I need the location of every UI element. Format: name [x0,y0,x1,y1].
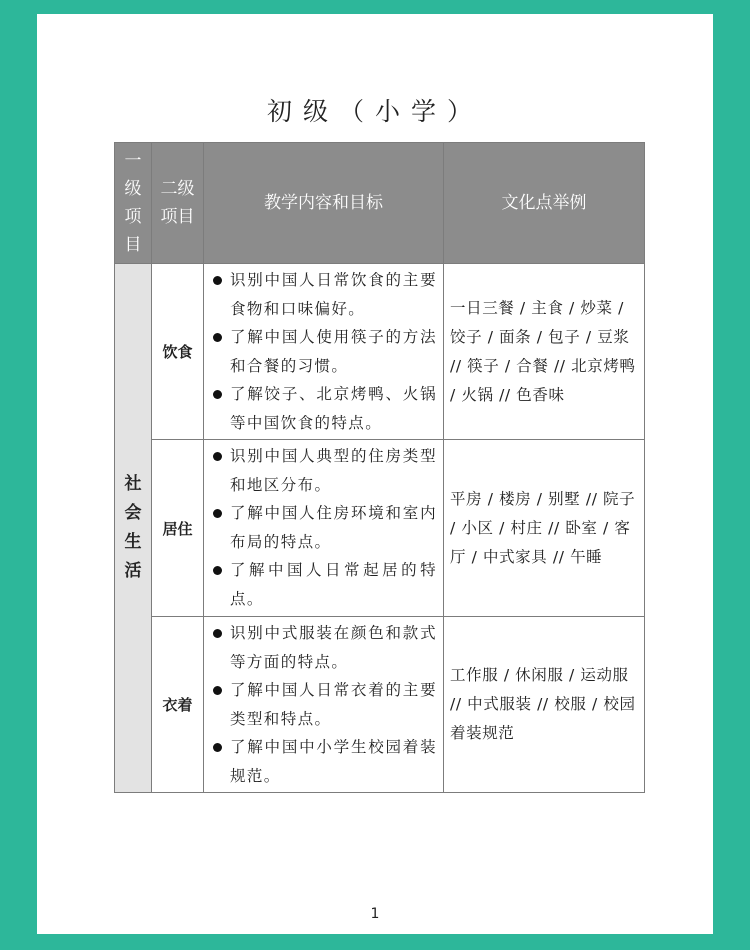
goal-item [210,323,437,380]
page-title: 初级（小学） [266,97,483,126]
goals-cell [204,617,444,793]
subcategory-cell: 饮食 [152,264,204,440]
goal-text: 了解中国中小学生校园着装规范。 [230,738,437,785]
goal-item [210,380,437,437]
goal-item [210,733,437,790]
category-char: 活 [124,561,142,581]
bullet-icon [213,276,222,285]
goal-text: 了解中国人使用筷子的方法和合餐的习惯。 [230,328,437,375]
goal-text: 识别中国人典型的住房类型和地区分布。 [230,447,437,494]
bullet-icon [213,452,222,461]
goal-text: 了解中国人日常衣着的主要类型和特点。 [230,681,437,728]
category-cell [115,264,152,793]
goal-text: 了解中国人日常起居的特点。 [230,561,437,608]
goal-item [210,676,437,733]
header-content: 教学内容和目标 [204,143,444,264]
goal-item [210,266,437,323]
bullet-icon [213,509,222,518]
header-level1-char: 级 [124,179,142,199]
page-number: 1 [370,906,380,922]
examples-cell: 一日三餐 / 主食 / 炒菜 / 饺子 / 面条 / 包子 / 豆浆 // 筷子 / 合餐 // 北京烤鸭 / 火锅 // 色香味 [444,264,645,440]
page [37,14,713,934]
table-row [115,617,645,793]
header-level1 [115,143,152,264]
subcategory-cell: 衣着 [152,617,204,793]
goal-item [210,619,437,676]
category-char: 社 [124,474,142,494]
bullet-icon [213,629,222,638]
bullet-icon [213,390,222,399]
goal-item [210,556,437,613]
curriculum-table [114,142,645,793]
examples-cell: 平房 / 楼房 / 别墅 // 院子 / 小区 / 村庄 // 卧室 / 客厅 / 中式家具 // 午睡 [444,440,645,617]
examples-cell: 工作服 / 休闲服 / 运动服 // 中式服装 // 校服 / 校园着装规范 [444,617,645,793]
goals-cell [204,264,444,440]
header-examples: 文化点举例 [444,143,645,264]
header-level2-line: 项目 [160,207,195,227]
header-level1-char: 项 [124,207,142,227]
goal-text: 识别中国人日常饮食的主要食物和口味偏好。 [230,271,437,318]
header-level1-char: 目 [124,235,142,255]
subcategory-cell: 居住 [152,440,204,617]
goal-text: 识别中式服装在颜色和款式等方面的特点。 [230,624,437,671]
table-row [115,440,645,617]
header-level1-char: 一 [124,151,142,171]
category-char: 生 [124,532,142,552]
goal-text: 了解中国人住房环境和室内布局的特点。 [230,504,437,551]
goal-item [210,499,437,556]
category-char: 会 [124,503,142,523]
bullet-icon [213,743,222,752]
bullet-icon [213,686,222,695]
header-level2 [152,143,204,264]
table-row [115,264,645,440]
bullet-icon [213,566,222,575]
bullet-icon [213,333,222,342]
header-level2-line: 二级 [160,179,195,199]
goal-item [210,442,437,499]
goal-text: 了解饺子、北京烤鸭、火锅等中国饮食的特点。 [230,385,437,432]
goals-cell [204,440,444,617]
table-header-row [115,143,645,264]
